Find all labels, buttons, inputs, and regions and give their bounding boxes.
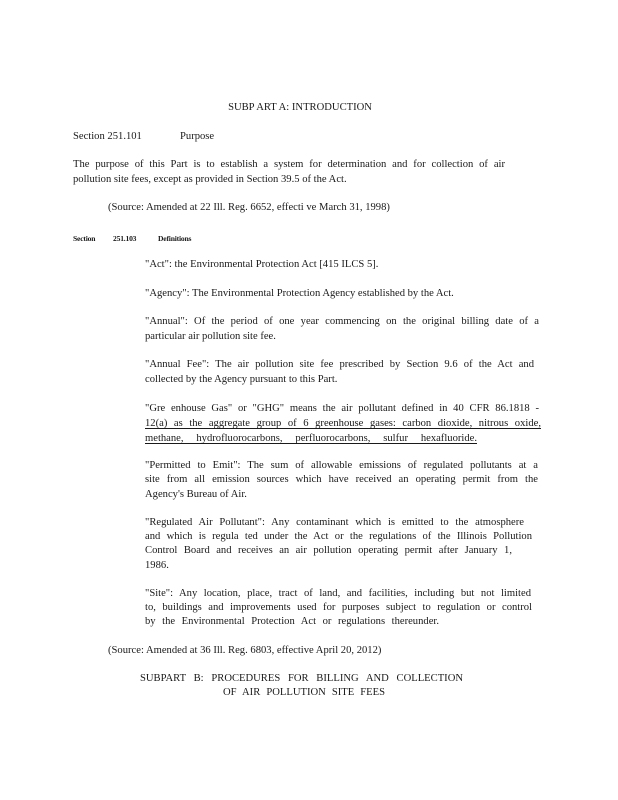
definition-permitted-to-emit: Agency's Bureau of Air.	[145, 489, 247, 500]
definition-regulated-air-pollutant: "Regulated Air Pollutant": Any contaminant which is emitted to the atmosphere	[145, 517, 524, 528]
section-101-title: Purpose	[180, 131, 215, 142]
section-103-number: 251.103	[113, 234, 137, 243]
definition-act: "Act": the Environmental Protection Act [415 ILCS 5].	[145, 259, 379, 270]
definition-annual: particular air pollution site fee.	[145, 331, 276, 342]
definition-site: "Site": Any location, place, tract of land, and facilities, including but not limited	[145, 588, 531, 599]
subpart-b-heading: SUBPART B: PROCEDURES FOR BILLING AND COLLECTION	[140, 673, 463, 684]
definition-ghg: methane, hydrofluorocarbons, perfluorocarbons, sulfur hexafluoride.	[145, 433, 477, 444]
subpart-b-heading: OF AIR POLLUTION SITE FEES	[223, 687, 385, 698]
section-101-body-line: pollution site fees, except as provided in Section 39.5 of the Act.	[73, 174, 347, 185]
definition-site: to, buildings and improvements used for purposes subject to regulation or control	[145, 602, 532, 613]
section-103-title: Definitions	[158, 234, 192, 243]
definition-annual-fee: "Annual Fee": The air pollution site fee prescribed by Section 9.6 of the Act and	[145, 359, 534, 370]
section-101-source: (Source: Amended at 22 Ill. Reg. 6652, effecti ve March 31, 1998)	[108, 202, 390, 213]
section-103-label: Section	[73, 234, 96, 243]
definition-annual-fee: collected by the Agency pursuant to this Part.	[145, 374, 338, 385]
subpart-a-heading: SUBP ART A: INTRODUCTION	[228, 102, 372, 113]
definition-permitted-to-emit: "Permitted to Emit": The sum of allowable emissions of regulated pollutants at a	[145, 460, 538, 471]
definition-regulated-air-pollutant: 1986.	[145, 560, 169, 571]
definition-regulated-air-pollutant: Control Board and receives an air pollution operating permit after January 1,	[145, 545, 512, 556]
definition-ghg: 12(a) as the aggregate group of 6 greenhouse gases: carbon dioxide, nitrous oxide,	[145, 418, 541, 429]
definition-site: by the Environmental Protection Act or regulations thereunder.	[145, 616, 439, 627]
section-101-body-line: The purpose of this Part is to establish a system for determination and for collection of air	[73, 159, 505, 170]
section-101-label: Section 251.101	[73, 131, 142, 142]
definition-regulated-air-pollutant: and which is regula ted under the Act or the regulations of the Illinois Pollution	[145, 531, 532, 542]
definition-annual: "Annual": Of the period of one year commencing on the original billing date of a	[145, 316, 539, 327]
definition-ghg: "Gre enhouse Gas" or "GHG" means the air pollutant defined in 40 CFR 86.1818 -	[145, 403, 539, 414]
definition-permitted-to-emit: site from all emission sources which have received an operating permit from the	[145, 474, 538, 485]
section-103-source: (Source: Amended at 36 Ill. Reg. 6803, effective April 20, 2012)	[108, 645, 382, 656]
definition-agency: "Agency": The Environmental Protection Agency established by the Act.	[145, 288, 454, 299]
